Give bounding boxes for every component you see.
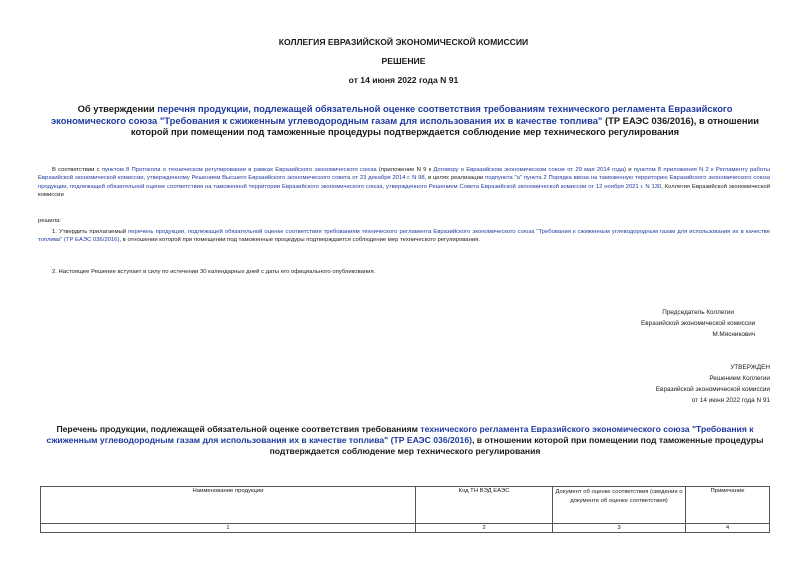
table-number-row xyxy=(41,524,770,533)
list-link[interactable]: перечень продукции, подлежащей обязательной оценке соответствия требованиям технического регламента Евразийского экономического союза "Требования к сжиженным углеводородным газам для использования их в качестве топлива" (ТР ЕАЭС 036/2016) xyxy=(38,229,771,244)
protocol-link[interactable]: пунктом 8 Протокола о техническом регулировании в рамках Евразийского экономического союза xyxy=(101,167,377,173)
column-number-3: 3 xyxy=(553,524,686,533)
header-tnved-code: Код ТН ВЭД ЕАЭС xyxy=(416,487,553,524)
item-2-paragraph: 2. Настоящее Решение вступает в силу по истечении 30 календарных дней с даты его официального опубликования. xyxy=(52,269,376,275)
reglament-link[interactable]: пунктом 8 приложения N 2 к Регламенту работы Евразийской экономической комиссии, утвержденному Решением Высшего Евразийского экономического совета от 23 декабря 2014 г. N 98 xyxy=(38,167,770,182)
signature-name: М.Мясникович xyxy=(712,331,756,338)
preamble-paragraph: В соответствии с пунктом 8 Протокола о техническом регулировании в рамках Евразийского экономического союза (приложение N 9 к Договору о Евразийском экономическом союзе от 29 мая 2014 года) и пунктом 8 приложения N 2 к Регламенту работы Евразийской экономической комиссии, утвержденному Решением Высшего Евразийского экономического совета от 23 декабря 2014 г. N 98, в целях реализации подпункта "а" пункта 2 Порядка ввоза на таможенную территорию Евразийского экономического союза продукции, подлежащей обязательной оценке соответствия на таможенной территории Евразийского экономического союза, утвержденного Решением Совета Евразийской экономической комиссии от 12 ноября 2021 г. N 130, Коллегия Евразийской экономической комиссии xyxy=(38,167,770,198)
treaty-link[interactable]: Договору о Евразийском экономическом союзе от 29 мая 2014 года xyxy=(433,167,625,173)
header-note: Примечание xyxy=(686,487,770,524)
signature-block xyxy=(641,307,755,340)
table-header-row xyxy=(41,487,770,524)
approved-org: Евразийской экономической комиссии xyxy=(655,386,770,393)
signature-org: Евразийской экономической комиссии xyxy=(641,320,756,327)
document-title: Об утверждении перечня продукции, подлежащей обязательной оценке соответствия требованиям технического регламента Евразийского экономического союза "Требования к сжиженным углеводородным газам для использования их в качестве топлива" (ТР ЕАЭС 036/2016), в отношении которой при помещении под таможенные процедуры подтверждается соблюдение мер технического регулирования xyxy=(50,103,760,137)
document-date: от 14 июня 2022 года N 91 xyxy=(348,75,459,85)
approved-date: от 14 июня 2022 года N 91 xyxy=(691,397,770,404)
document-type: РЕШЕНИЕ xyxy=(381,56,426,66)
product-table xyxy=(40,486,770,533)
column-number-1: 1 xyxy=(41,524,416,533)
approved-by: Решением Коллегии xyxy=(709,375,770,382)
authority-heading: КОЛЛЕГИЯ ЕВРАЗИЙСКОЙ ЭКОНОМИЧЕСКОЙ КОМИССИИ xyxy=(278,37,529,47)
item-1-paragraph: 1. Утвердить прилагаемый перечень продукции, подлежащей обязательной оценке соответствия требованиям технического регламента Евразийского экономического союза "Требования к сжиженным углеводородным газам для использования их в качестве топлива" (ТР ЕАЭС 036/2016), в отношении которой при помещении под таможенные процедуры подтверждается соблюдение мер технического регулирования. xyxy=(38,229,771,244)
approved-label: УТВЕРЖДЕН xyxy=(730,364,770,371)
signature-role: Председатель Коллегии xyxy=(662,309,734,316)
decided-label: решила: xyxy=(38,218,61,224)
column-number-2: 2 xyxy=(416,524,553,533)
list-title: Перечень продукции, подлежащей обязательной оценке соответствия требованиям технического регламента Евразийского экономического союза "Требования к сжиженным углеводородным газам для использования их в качестве топлива" (ТР ЕАЭС 036/2016), в отношении которой при помещении под таможенные процедуры подтверждается соблюдение мер технического регулирования xyxy=(46,424,764,456)
header-product-name: Наименование продукции xyxy=(41,487,416,524)
list-title-link[interactable]: технического регламента Евразийского экономического союза "Требования к сжиженным углеводородным газам для использования их в качестве топлива" (ТР ЕАЭС 036/2016) xyxy=(46,424,754,445)
header-document: Документ об оценке соответствия (сведения о документе об оценке соответствия) xyxy=(553,487,686,524)
approved-block xyxy=(641,362,770,406)
column-number-4: 4 xyxy=(686,524,770,533)
order-link[interactable]: подпункта "а" пункта 2 Порядка ввоза на таможенную территорию Евразийского экономического союза продукции, подлежащей обязательной оценке соответствия на таможенной территории Евразийского экономического союза, утвержденного Решением Совета Евразийской экономической комиссии от 12 ноября 2021 г. N 130 xyxy=(38,175,770,190)
title-link[interactable]: перечня продукции, подлежащей обязательной оценке соответствия требованиям технического регламента Евразийского экономического союза "Требования к сжиженным углеводородным газам для использования их в качестве топлива" xyxy=(50,103,733,126)
